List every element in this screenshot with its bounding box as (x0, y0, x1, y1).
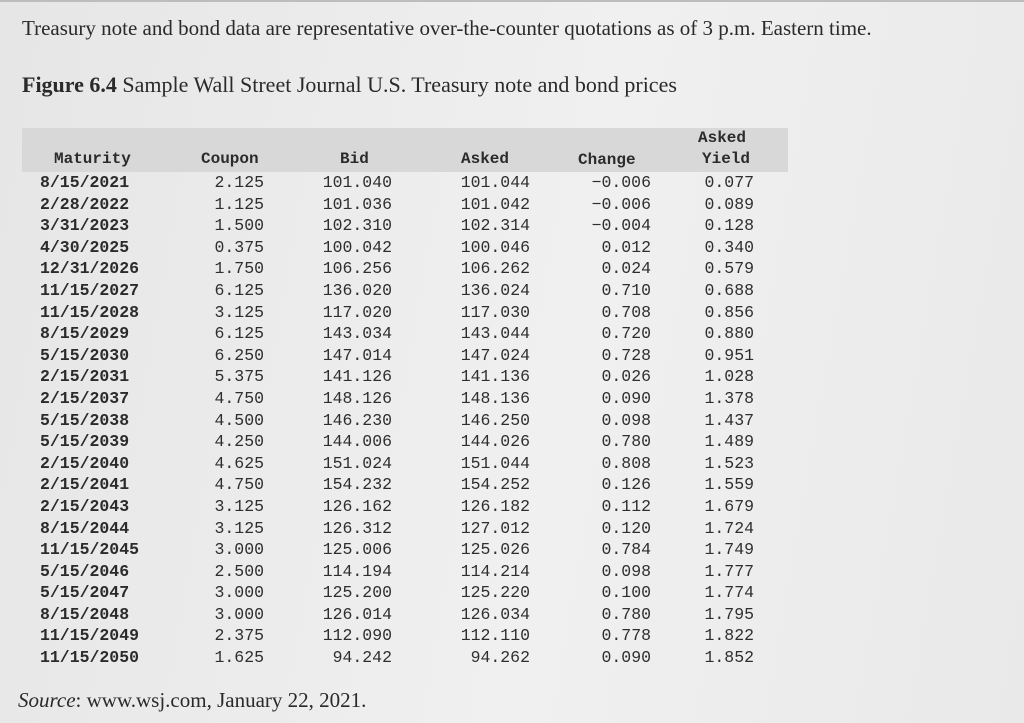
table-row (22, 582, 788, 604)
change-cell: 0.100 (601, 583, 651, 603)
change-cell: 0.710 (601, 280, 651, 300)
coupon-cell: 0.375 (214, 237, 264, 257)
maturity-cell: 2/15/2040 (40, 453, 130, 473)
asked-yield-cell: 0.880 (704, 324, 754, 344)
figure-caption: Sample Wall Street Journal U.S. Treasury note and bond prices (122, 72, 677, 97)
asked-cell: 127.012 (460, 518, 530, 538)
asked-cell: 141.136 (460, 367, 530, 387)
asked-yield-cell: 1.437 (704, 410, 754, 430)
bid-cell: 126.162 (322, 496, 392, 516)
source-label: Source (18, 688, 76, 712)
maturity-cell: 5/15/2030 (40, 345, 130, 365)
coupon-cell: 1.750 (214, 259, 264, 279)
table-row (22, 410, 788, 432)
asked-yield-cell: 0.128 (704, 216, 754, 236)
asked-yield-cell: 0.856 (704, 302, 754, 322)
asked-yield-cell: 1.774 (704, 583, 754, 603)
bid-cell: 144.006 (322, 432, 392, 452)
maturity-cell: 8/15/2044 (40, 518, 130, 538)
asked-cell: 148.136 (460, 388, 530, 408)
table-row (22, 539, 788, 561)
asked-cell: 106.262 (460, 259, 530, 279)
table-row (22, 453, 788, 475)
asked-cell: 101.042 (460, 194, 530, 214)
asked-yield-cell: 1.795 (704, 604, 754, 624)
maturity-cell: 8/15/2029 (40, 324, 130, 344)
asked-cell: 126.182 (460, 496, 530, 516)
asked-cell: 94.262 (470, 648, 530, 668)
maturity-cell: 2/28/2022 (40, 194, 130, 214)
table-row (22, 237, 788, 259)
treasury-price-table (22, 128, 788, 676)
bid-cell: 154.232 (322, 475, 392, 495)
asked-yield-cell: 1.679 (704, 496, 754, 516)
asked-cell: 125.026 (460, 540, 530, 560)
maturity-cell: 2/15/2041 (40, 475, 130, 495)
figure-title (22, 72, 677, 98)
asked-cell: 126.034 (460, 604, 530, 624)
asked-cell: 117.030 (460, 302, 530, 322)
table-body (22, 172, 788, 669)
table-row (22, 215, 788, 237)
top-divider (0, 0, 1024, 2)
bid-cell: 141.126 (322, 367, 392, 387)
table-row (22, 561, 788, 583)
bid-cell: 112.090 (322, 626, 392, 646)
coupon-cell: 3.125 (214, 496, 264, 516)
change-cell: 0.012 (601, 237, 651, 257)
bid-cell: 147.014 (322, 345, 392, 365)
asked-yield-cell: 0.340 (704, 237, 754, 257)
asked-yield-cell: 1.749 (704, 540, 754, 560)
bid-cell: 100.042 (322, 237, 392, 257)
asked-cell: 146.250 (460, 410, 530, 430)
bid-cell: 146.230 (322, 410, 392, 430)
header-change: Change (578, 151, 636, 169)
coupon-cell: 3.125 (214, 518, 264, 538)
change-cell: 0.112 (601, 496, 651, 516)
table-row (22, 604, 788, 626)
coupon-cell: 3.000 (214, 540, 264, 560)
coupon-cell: 3.125 (214, 302, 264, 322)
asked-cell: 112.110 (460, 626, 530, 646)
coupon-cell: 1.625 (214, 648, 264, 668)
coupon-cell: 4.750 (214, 388, 264, 408)
coupon-cell: 4.250 (214, 432, 264, 452)
table-row (22, 518, 788, 540)
table-row (22, 194, 788, 216)
bid-cell: 94.242 (332, 648, 392, 668)
asked-yield-cell: 1.852 (704, 648, 754, 668)
change-cell: 0.026 (601, 367, 651, 387)
change-cell: 0.090 (601, 388, 651, 408)
maturity-cell: 5/15/2046 (40, 561, 130, 581)
maturity-cell: 5/15/2038 (40, 410, 130, 430)
coupon-cell: 1.500 (214, 216, 264, 236)
asked-cell: 114.214 (460, 561, 530, 581)
table-row (22, 258, 788, 280)
change-cell: 0.780 (601, 604, 651, 624)
bid-cell: 125.200 (322, 583, 392, 603)
change-cell: 0.720 (601, 324, 651, 344)
coupon-cell: 3.000 (214, 604, 264, 624)
bid-cell: 125.006 (322, 540, 392, 560)
asked-cell: 125.220 (460, 583, 530, 603)
change-cell: 0.024 (601, 259, 651, 279)
change-cell: 0.098 (601, 410, 651, 430)
asked-cell: 144.026 (460, 432, 530, 452)
asked-yield-cell: 0.077 (704, 173, 754, 192)
table-row (22, 302, 788, 324)
asked-cell: 147.024 (460, 345, 530, 365)
coupon-cell: 6.125 (214, 324, 264, 344)
asked-yield-cell: 0.089 (704, 194, 754, 214)
asked-cell: 143.044 (460, 324, 530, 344)
coupon-cell: 5.375 (214, 367, 264, 387)
asked-cell: 102.314 (460, 216, 530, 236)
bid-cell: 151.024 (322, 453, 392, 473)
maturity-cell: 2/15/2043 (40, 496, 130, 516)
maturity-cell: 8/15/2048 (40, 604, 130, 624)
coupon-cell: 1.125 (214, 194, 264, 214)
bid-cell: 126.014 (322, 604, 392, 624)
change-cell: 0.728 (601, 345, 651, 365)
maturity-cell: 11/15/2050 (40, 648, 140, 668)
maturity-cell: 8/15/2021 (40, 173, 130, 192)
asked-cell: 154.252 (460, 475, 530, 495)
bid-cell: 117.020 (322, 302, 392, 322)
bid-cell: 126.312 (322, 518, 392, 538)
figure-label: Figure 6.4 (22, 72, 117, 97)
header-coupon: Coupon (201, 150, 259, 168)
header-asked-yield-line1: Asked (698, 129, 747, 147)
change-cell: 0.808 (601, 453, 651, 473)
coupon-cell: 4.625 (214, 453, 264, 473)
maturity-cell: 11/15/2028 (40, 302, 140, 322)
source-text: : www.wsj.com, January 22, 2021. (75, 688, 367, 712)
change-cell: 0.780 (601, 432, 651, 452)
change-cell: −0.004 (591, 216, 651, 236)
asked-yield-cell: 1.523 (704, 453, 754, 473)
table-row (22, 625, 788, 647)
asked-yield-cell: 1.724 (704, 518, 754, 538)
table-row (22, 388, 788, 410)
asked-cell: 151.044 (460, 453, 530, 473)
coupon-cell: 4.750 (214, 475, 264, 495)
change-cell: 0.126 (601, 475, 651, 495)
coupon-cell: 3.000 (214, 583, 264, 603)
coupon-cell: 6.250 (214, 345, 264, 365)
change-cell: −0.006 (591, 173, 651, 192)
maturity-cell: 11/15/2049 (40, 626, 140, 646)
change-cell: −0.006 (591, 194, 651, 214)
maturity-cell: 3/31/2023 (40, 216, 130, 236)
asked-yield-cell: 1.559 (704, 475, 754, 495)
bid-cell: 101.036 (322, 194, 392, 214)
table-row (22, 172, 788, 194)
asked-cell: 136.024 (460, 280, 530, 300)
quotation-note: Treasury note and bond data are representative over-the-counter quotations as of 3 p.m. Eastern time. (22, 16, 872, 40)
table-row (22, 647, 788, 669)
asked-yield-cell: 1.489 (704, 432, 754, 452)
maturity-cell: 5/15/2047 (40, 583, 130, 603)
header-asked: Asked (461, 150, 510, 168)
bid-cell: 148.126 (322, 388, 392, 408)
change-cell: 0.120 (601, 518, 651, 538)
coupon-cell: 2.375 (214, 626, 264, 646)
change-cell: 0.090 (601, 648, 651, 668)
asked-cell: 101.044 (460, 173, 530, 192)
maturity-cell: 12/31/2026 (40, 259, 140, 279)
table-row (22, 280, 788, 302)
maturity-cell: 11/15/2027 (40, 280, 140, 300)
maturity-cell: 4/30/2025 (40, 237, 130, 257)
table-row (22, 323, 788, 345)
asked-yield-cell: 1.822 (704, 626, 754, 646)
header-bid: Bid (340, 150, 369, 168)
table-header (22, 128, 788, 172)
bid-cell: 102.310 (322, 216, 392, 236)
asked-yield-cell: 1.777 (704, 561, 754, 581)
bid-cell: 106.256 (322, 259, 392, 279)
coupon-cell: 4.500 (214, 410, 264, 430)
bid-cell: 143.034 (322, 324, 392, 344)
change-cell: 0.784 (601, 540, 651, 560)
coupon-cell: 2.500 (214, 561, 264, 581)
table-row (22, 496, 788, 518)
table-row (22, 431, 788, 453)
change-cell: 0.778 (601, 626, 651, 646)
source-citation (18, 688, 366, 713)
maturity-cell: 2/15/2031 (40, 367, 130, 387)
maturity-cell: 11/15/2045 (40, 540, 140, 560)
asked-yield-cell: 0.951 (704, 345, 754, 365)
header-asked-yield-line2: Yield (702, 150, 751, 168)
table-row (22, 366, 788, 388)
coupon-cell: 2.125 (214, 173, 264, 192)
bid-cell: 114.194 (322, 561, 392, 581)
asked-cell: 100.046 (460, 237, 530, 257)
asked-yield-cell: 0.688 (704, 280, 754, 300)
maturity-cell: 2/15/2037 (40, 388, 130, 408)
table-row (22, 345, 788, 367)
change-cell: 0.098 (601, 561, 651, 581)
header-maturity: Maturity (54, 150, 131, 168)
asked-yield-cell: 1.378 (704, 388, 754, 408)
bid-cell: 136.020 (322, 280, 392, 300)
coupon-cell: 6.125 (214, 280, 264, 300)
asked-yield-cell: 0.579 (704, 259, 754, 279)
change-cell: 0.708 (601, 302, 651, 322)
maturity-cell: 5/15/2039 (40, 432, 130, 452)
bid-cell: 101.040 (322, 173, 392, 192)
table-row (22, 474, 788, 496)
asked-yield-cell: 1.028 (704, 367, 754, 387)
